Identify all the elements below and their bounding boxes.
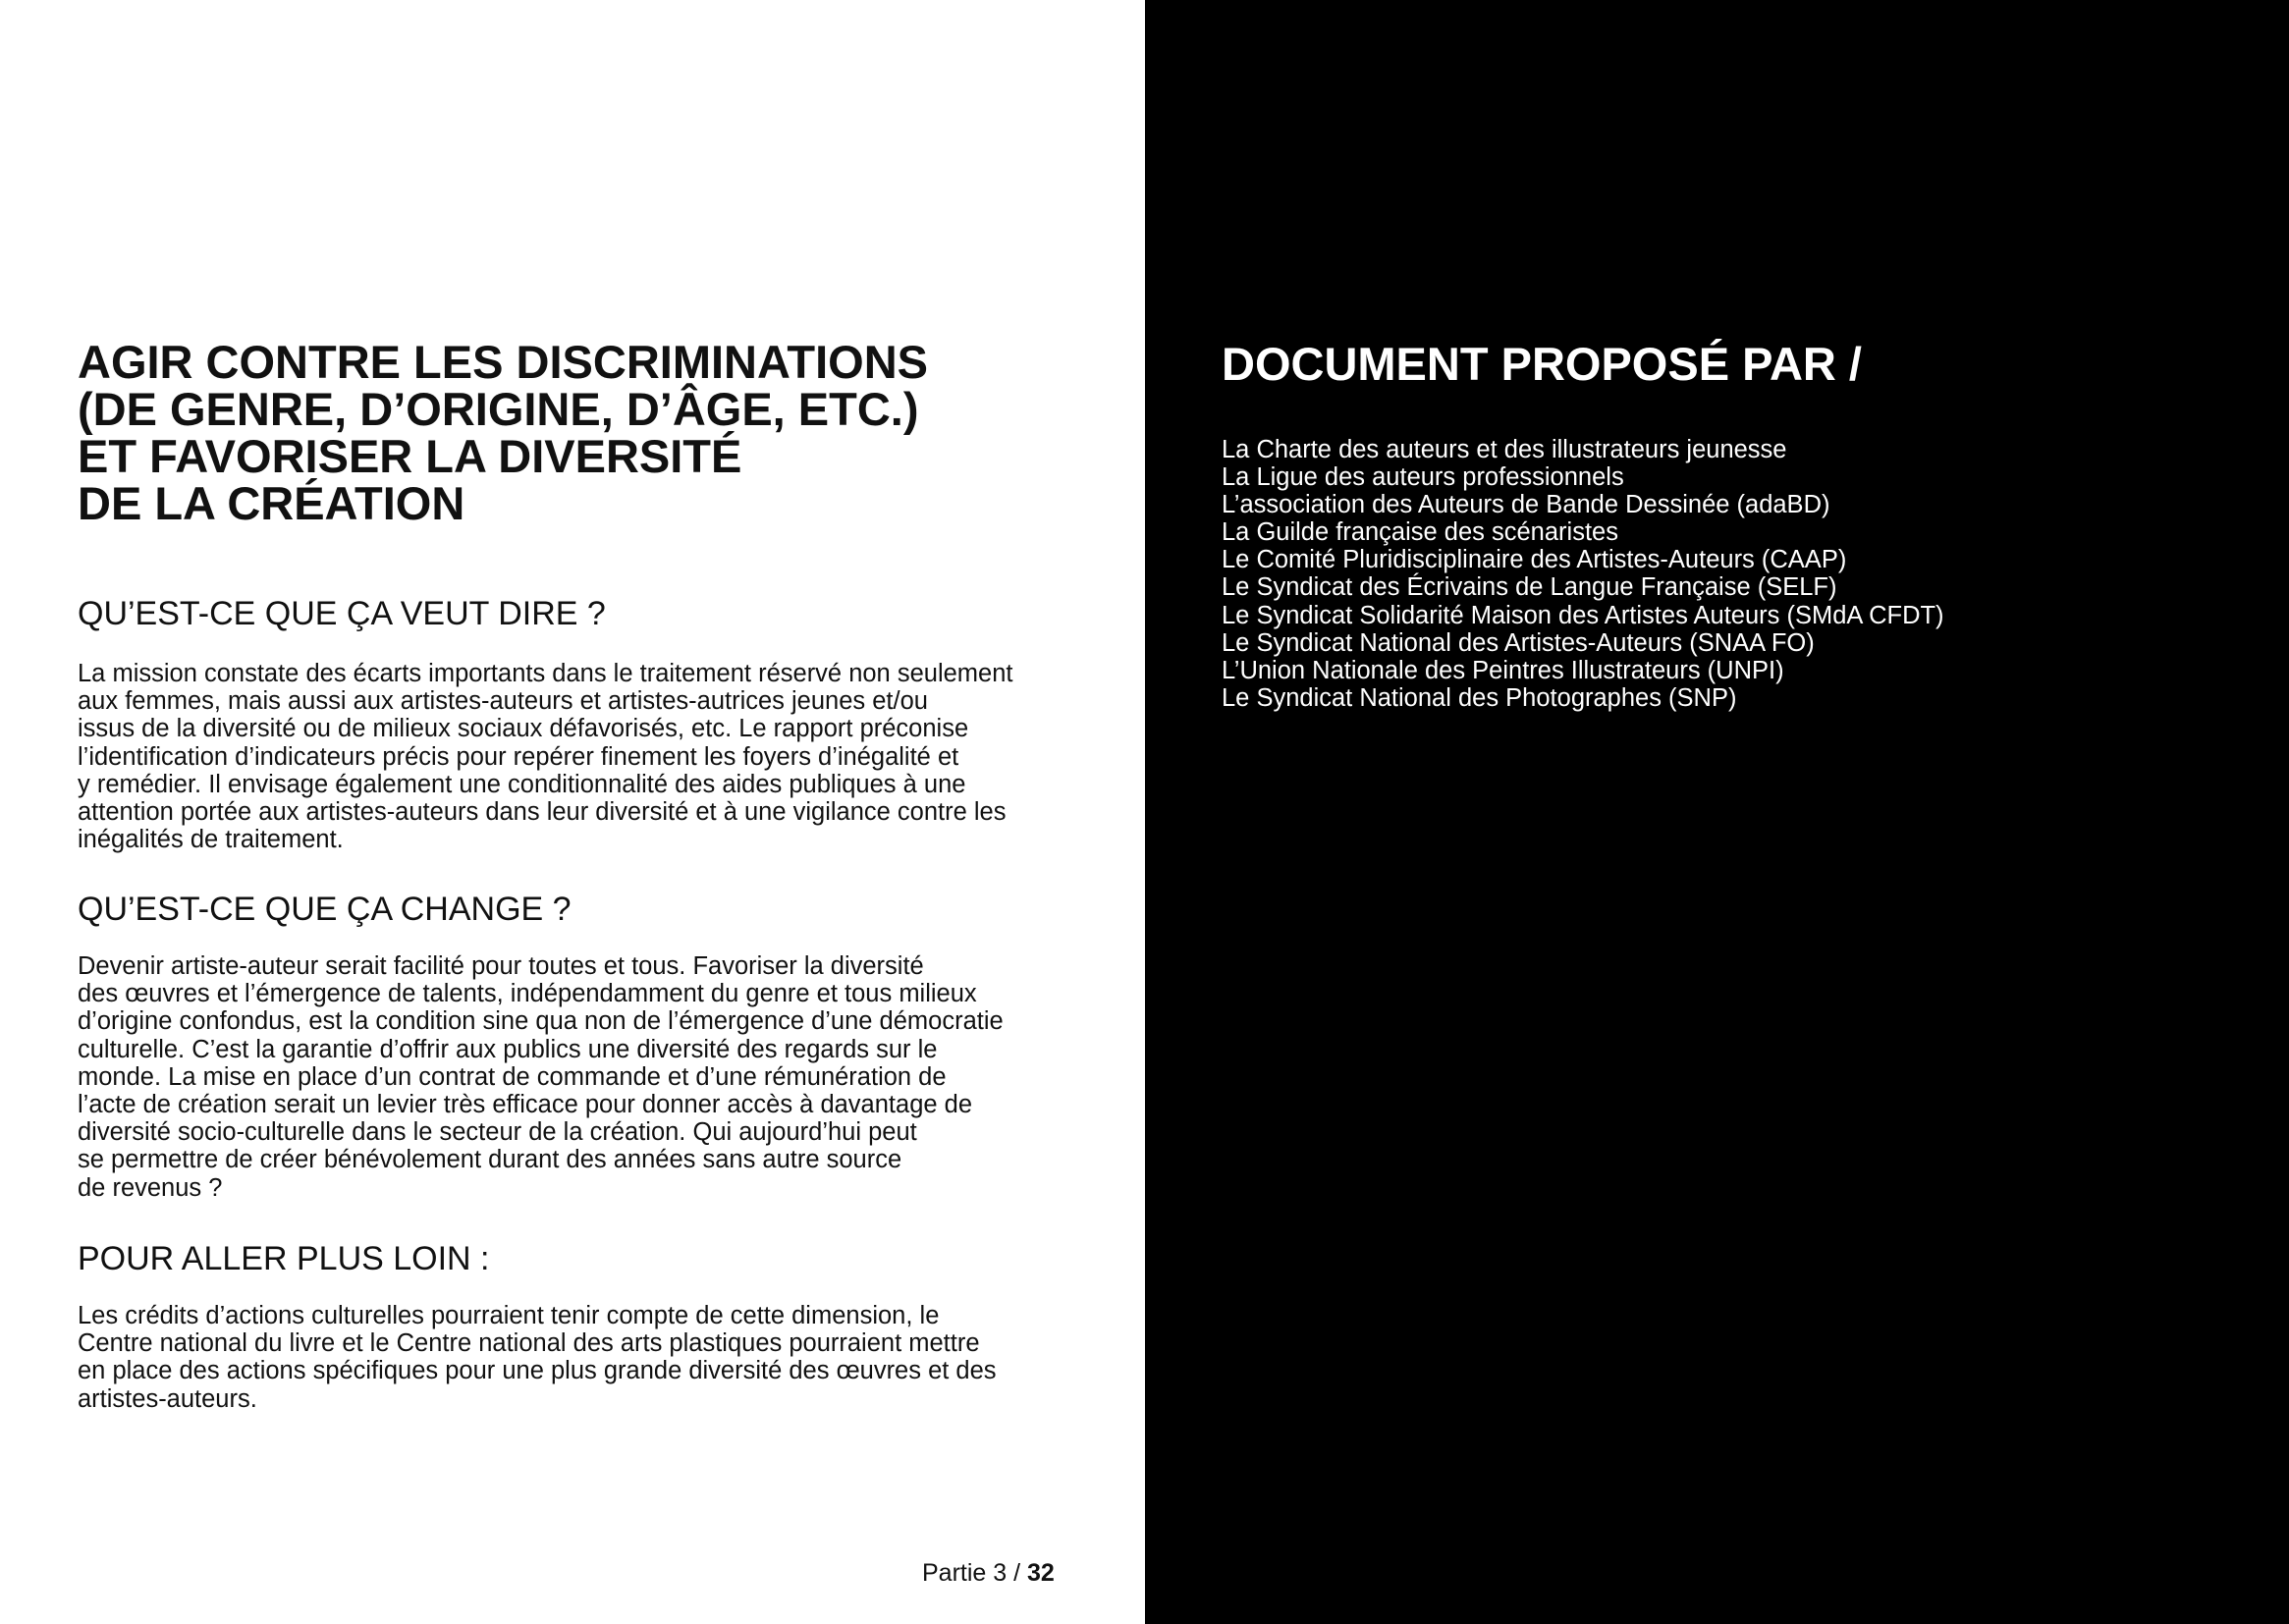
main-title-line: ET FAVORISER LA DIVERSITÉ bbox=[78, 430, 742, 482]
body-line: La mission constate des écarts importants dans le traitement réservé non seulement bbox=[78, 660, 1013, 687]
body-line: issus de la diversité ou de milieux sociaux défavorisés, etc. Le rapport préconise bbox=[78, 715, 969, 743]
body-line: y remédier. Il envisage également une conditionnalité des aides publiques à une bbox=[78, 770, 966, 798]
section-body-further bbox=[78, 1302, 1079, 1413]
body-line: diversité socio-culturelle dans le secteur de la création. Qui aujourd’hui peut bbox=[78, 1118, 917, 1147]
section-body-change bbox=[78, 952, 1079, 1202]
partner-list bbox=[1222, 436, 1944, 712]
page-number bbox=[922, 1558, 1055, 1588]
section-heading-further: POUR ALLER PLUS LOIN : bbox=[78, 1240, 490, 1277]
page-number-label: Partie 3 / bbox=[922, 1559, 1027, 1587]
body-line: l’acte de création serait un levier très efficace pour donner accès à davantage de bbox=[78, 1091, 973, 1119]
body-line: en place des actions spécifiques pour une plus grande diversité des œuvres et des bbox=[78, 1357, 997, 1385]
main-title-line: (DE GENRE, D’ORIGINE, D’ÂGE, ETC.) bbox=[78, 383, 919, 435]
right-page bbox=[1145, 0, 2289, 1624]
partner-item: Le Syndicat des Écrivains de Langue Française (SELF) bbox=[1222, 573, 1837, 602]
partner-item: Le Syndicat National des Artistes-Auteurs (SNAA FO) bbox=[1222, 628, 1815, 657]
body-line: de revenus ? bbox=[78, 1173, 223, 1202]
body-line: se permettre de créer bénévolement durant des années sans autre source bbox=[78, 1146, 902, 1174]
body-line: des œuvres et l’émergence de talents, indépendamment du genre et tous milieux bbox=[78, 980, 977, 1008]
body-line: monde. La mise en place d’un contrat de commande et d’une rémunération de bbox=[78, 1062, 947, 1091]
body-line: Les crédits d’actions culturelles pourraient tenir compte de cette dimension, le bbox=[78, 1302, 940, 1329]
partner-item: La Guilde française des scénaristes bbox=[1222, 518, 1618, 547]
section-heading-change: QU’EST-CE QUE ÇA CHANGE ? bbox=[78, 891, 572, 928]
page-number-value: 32 bbox=[1027, 1559, 1055, 1587]
main-title-line: AGIR CONTRE LES DISCRIMINATIONS bbox=[78, 336, 929, 388]
body-line: Devenir artiste-auteur serait facilité pour toutes et tous. Favoriser la diversité bbox=[78, 952, 924, 980]
body-line: l’identification d’indicateurs précis pour repérer finement les foyers d’inégalité et bbox=[78, 742, 959, 771]
partners-title: DOCUMENT PROPOSÉ PAR / bbox=[1222, 338, 1862, 390]
body-line: Centre national du livre et le Centre national des arts plastiques pourraient mettre bbox=[78, 1329, 980, 1358]
body-line: culturelle. C’est la garantie d’offrir aux publics une diversité des regards sur le bbox=[78, 1035, 938, 1063]
partner-item: L’Union Nationale des Peintres Illustrateurs (UNPI) bbox=[1222, 656, 1784, 684]
body-line: inégalités de traitement. bbox=[78, 826, 344, 854]
body-line: d’origine confondus, est la condition sine qua non de l’émergence d’une démocratie bbox=[78, 1007, 1004, 1036]
body-line: attention portée aux artistes-auteurs dans leur diversité et à une vigilance contre les bbox=[78, 798, 1007, 827]
body-line: artistes-auteurs. bbox=[78, 1384, 257, 1413]
partner-item: La Ligue des auteurs professionnels bbox=[1222, 463, 1624, 492]
partner-item: Le Comité Pluridisciplinaire des Artistes-Auteurs (CAAP) bbox=[1222, 546, 1847, 574]
partner-item: Le Syndicat National des Photographes (SNP) bbox=[1222, 683, 1737, 712]
section-body-meaning bbox=[78, 660, 1079, 853]
main-title bbox=[78, 336, 1060, 529]
body-line: aux femmes, mais aussi aux artistes-auteurs et artistes-autrices jeunes et/ou bbox=[78, 687, 928, 716]
partner-item: La Charte des auteurs et des illustrateurs jeunesse bbox=[1222, 436, 1787, 463]
main-title-line: DE LA CRÉATION bbox=[78, 477, 465, 529]
partner-item: Le Syndicat Solidarité Maison des Artistes Auteurs (SMdA CFDT) bbox=[1222, 601, 1944, 629]
section-heading-meaning: QU’EST-CE QUE ÇA VEUT DIRE ? bbox=[78, 595, 606, 632]
partner-item: L’association des Auteurs de Bande Dessinée (adaBD) bbox=[1222, 491, 1830, 519]
